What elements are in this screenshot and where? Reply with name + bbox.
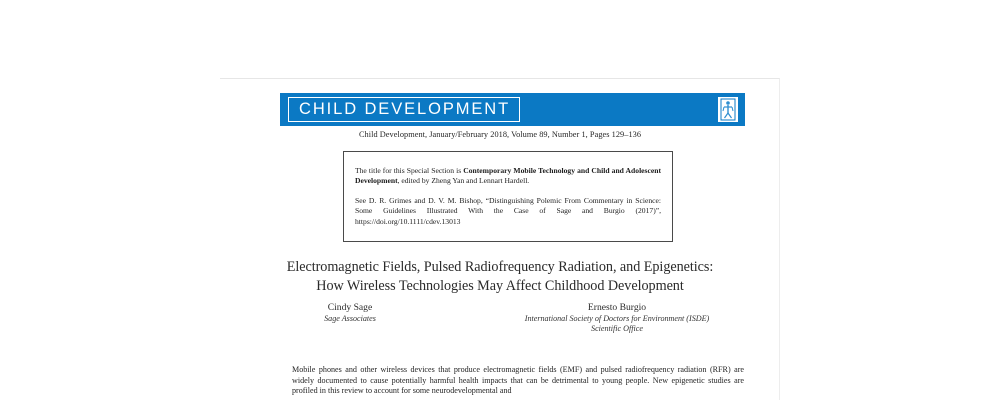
journal-citation-line: Child Development, January/February 2018, Volume 89, Number 1, Pages 129–136 bbox=[358, 130, 642, 139]
page-title bbox=[230, 258, 770, 295]
author-affiliation: International Society of Doctors for Environment (ISDE) bbox=[524, 313, 710, 323]
srcd-society-emblem-icon bbox=[718, 97, 738, 122]
journal-title: CHILD DEVELOPMENT bbox=[299, 100, 511, 119]
article-page-sheet bbox=[220, 78, 780, 400]
author-entry bbox=[220, 302, 454, 334]
journal-banner bbox=[280, 93, 745, 126]
editorial-note-paragraph-2: See D. R. Grimes and D. V. M. Bishop, “Distinguishing Polemic From Commentary in Science: Some Guidelines Illustrated With the Case of Sage and Burgio (2017)”, https://doi.org/10.1111/cdev.13013 bbox=[355, 195, 661, 226]
special-section-title: Contemporary Mobile Technology and Child and Adolescent Development bbox=[355, 166, 661, 186]
article-abstract bbox=[292, 365, 744, 397]
author-name: Ernesto Burgio bbox=[587, 302, 647, 313]
author-affiliation: Sage Associates bbox=[324, 313, 376, 323]
editorial-note-paragraph-1 bbox=[355, 166, 661, 187]
note-lead-text: The title for this Special Section is bbox=[355, 166, 464, 175]
article-title-line-1: Electromagnetic Fields, Pulsed Radiofrequency Radiation, and Epigenetics: bbox=[286, 259, 714, 275]
editorial-note-box bbox=[343, 151, 673, 242]
abstract-text: Mobile phones and other wireless devices that produce electromagnetic fields (EMF) and pulsed radiofrequency radiation (RFR) are widely documented to cause potentially harmful health impacts that can be detrimental to young people. New epigenetic studies are profiled in this review to account for some neurodevelopmental and bbox=[292, 365, 744, 396]
author-block bbox=[220, 302, 780, 334]
article-title-line-2: How Wireless Technologies May Affect Childhood Development bbox=[316, 277, 684, 294]
author-name: Cindy Sage bbox=[327, 302, 373, 313]
author-affiliation-secondary: Scientific Office bbox=[591, 323, 643, 333]
note-tail-text: , edited by Zheng Yan and Lennart Hardell. bbox=[397, 176, 530, 186]
journal-title-outline-box bbox=[288, 97, 520, 122]
author-entry bbox=[454, 302, 780, 334]
